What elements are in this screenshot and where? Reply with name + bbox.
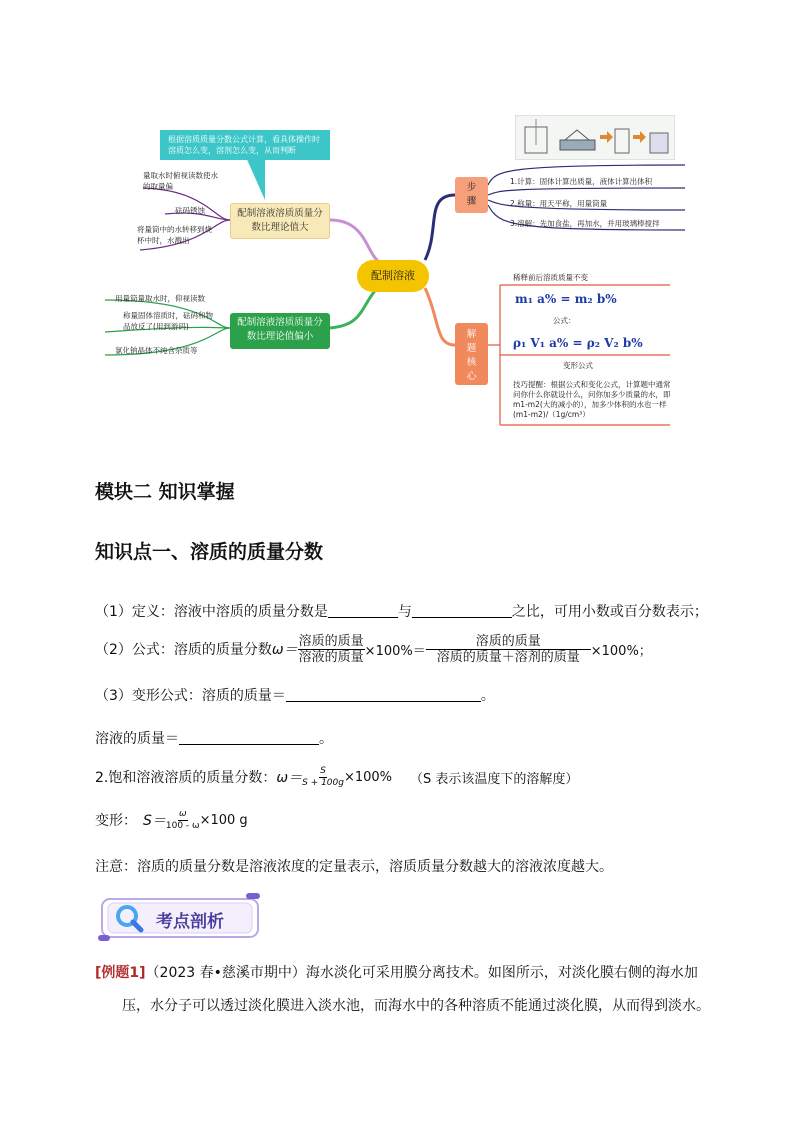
example-text-1: （2023 春•慈溪市期中）海水淡化可采用膜分离技术。如图所示，对淡化膜右侧的海水加 [145, 965, 698, 981]
node-smaller-than-theory: 配制溶液溶质质量分数比理论值偏小 [230, 313, 330, 349]
transform-prefix: 变形： [95, 813, 137, 829]
step-2: 2.称量：用天平称，用量筒量 [510, 199, 608, 208]
node-steps: 步骤 [455, 177, 488, 213]
saturated-prefix: 2.饱和溶液溶质的质量分数： [95, 770, 277, 786]
node-solving-core: 解题核心 [455, 323, 488, 385]
formula-line [95, 630, 652, 668]
lab-apparatus-illustration [515, 115, 675, 160]
saturated-denominator: S + 100g [302, 777, 344, 788]
formula-prefix: （2）公式：溶质的质量分数 [95, 642, 272, 658]
solution-mass-prefix: 溶液的质量＝ [95, 731, 179, 747]
core-note: 稀释前后溶质质量不变 [513, 273, 588, 282]
fraction-2-numerator: 溶质的质量 [426, 634, 591, 650]
core-tip: 技巧提醒：根据公式和变化公式，计算题中通常问你什么你就设什么，问你加多少质量的水，即m1-m2(大的减小的），加多少体积的水也一样(m1-m2)/（1g/cm³） [513, 380, 671, 419]
large-leaf-1: 量取水时俯视读数使水的取量偏 [143, 171, 218, 191]
definition-prefix: （1）定义：溶液中溶质的质量分数是 [95, 604, 328, 620]
core-label-2: 变形公式 [563, 361, 593, 370]
example-line-1 [95, 962, 698, 982]
core-label-1: 公式： [553, 316, 576, 325]
knowledge-point-title: 知识点一、溶质的质量分数 [95, 541, 324, 563]
note-line: 注意：溶质的质量分数是溶液浓度的定量表示，溶质质量分数越大的溶液浓度越大。 [95, 859, 613, 875]
magnifier-icon [114, 903, 144, 933]
mind-map-center: 配制溶液 [357, 260, 429, 292]
small-leaf-3: 氯化钠晶体不纯含杂质等 [115, 346, 198, 355]
mind-map-callout: 根据溶质质量分数公式计算，看具体操作时溶质怎么变，溶剂怎么变，从而判断 [160, 130, 330, 160]
small-leaf-2: 称量固体溶质时，砝码和物品放反了(用到游码) [123, 311, 213, 331]
fraction-1-denominator: 溶液的质量 [298, 649, 364, 665]
fraction-1 [298, 634, 365, 665]
saturated-omega: ω＝ [276, 770, 303, 786]
definition-suffix: 之比，可用小数或百分数表示； [511, 604, 708, 620]
saturated-line [95, 760, 578, 794]
transform-s: S＝ [143, 813, 166, 829]
formula-mid: ×100%＝ [364, 643, 426, 659]
example-tag: [例题1] [95, 965, 146, 981]
module-title: 模块二 知识掌握 [95, 481, 235, 503]
blank-4[interactable] [179, 730, 319, 745]
large-leaf-3: 将量筒中的水转移到烧杯中时，水溅出 [137, 225, 212, 245]
example-line-2: 压，水分子可以透过淡化膜进入淡水池，而海水中的各种溶质不能通过淡化膜，从而得到淡水。 [122, 998, 710, 1014]
large-leaf-2: 砝码锈蚀 [175, 206, 205, 215]
transform-fraction [166, 809, 200, 832]
mind-map [95, 110, 695, 430]
step-1: 1.计算：固体计算出质量，液体计算出体积 [510, 177, 653, 186]
saturated-numerator: S [320, 765, 326, 776]
blank-1[interactable] [328, 603, 398, 618]
variation-line [95, 685, 495, 705]
omega-symbol: ω＝ [271, 642, 298, 658]
step-3: 3.溶解：先加食盐，再加水，并用玻璃棒搅拌 [510, 219, 660, 228]
transform-line [95, 803, 248, 837]
small-leaf-1: 用量筒量取水时，仰视读数 [115, 294, 205, 303]
fraction-2 [426, 634, 591, 665]
transform-numerator: ω [178, 808, 187, 819]
definition-and: 与 [397, 604, 412, 620]
variation-end: 。 [480, 688, 495, 704]
saturated-note: （S 表示该温度下的溶解度） [410, 771, 579, 787]
formula-end: ×100%； [590, 643, 652, 659]
core-formula-1: m₁ a% = m₂ b% [515, 292, 617, 306]
fraction-1-numerator: 溶质的质量 [298, 633, 364, 649]
core-formula-2: ρ₁ V₁ a% = ρ₂ V₂ b% [513, 336, 643, 350]
node-larger-than-theory: 配制溶液溶质质量分数比理论值大 [230, 203, 330, 239]
definition-line [95, 601, 708, 621]
blank-2[interactable] [412, 603, 512, 618]
transform-denominator: 100 - ω [165, 820, 200, 831]
banner-label: 考点剖析 [156, 912, 224, 932]
exam-analysis-banner [98, 893, 263, 943]
solution-mass-line [95, 728, 333, 748]
saturated-fraction [302, 766, 344, 789]
blank-3[interactable] [286, 687, 481, 702]
solution-mass-end: 。 [319, 731, 333, 747]
variation-prefix: （3）变形公式：溶质的质量＝ [95, 688, 286, 704]
fraction-2-denominator: 溶质的质量＋溶剂的质量 [436, 649, 580, 665]
transform-end: ×100 g [199, 812, 248, 828]
saturated-mid: ×100% [343, 769, 393, 785]
